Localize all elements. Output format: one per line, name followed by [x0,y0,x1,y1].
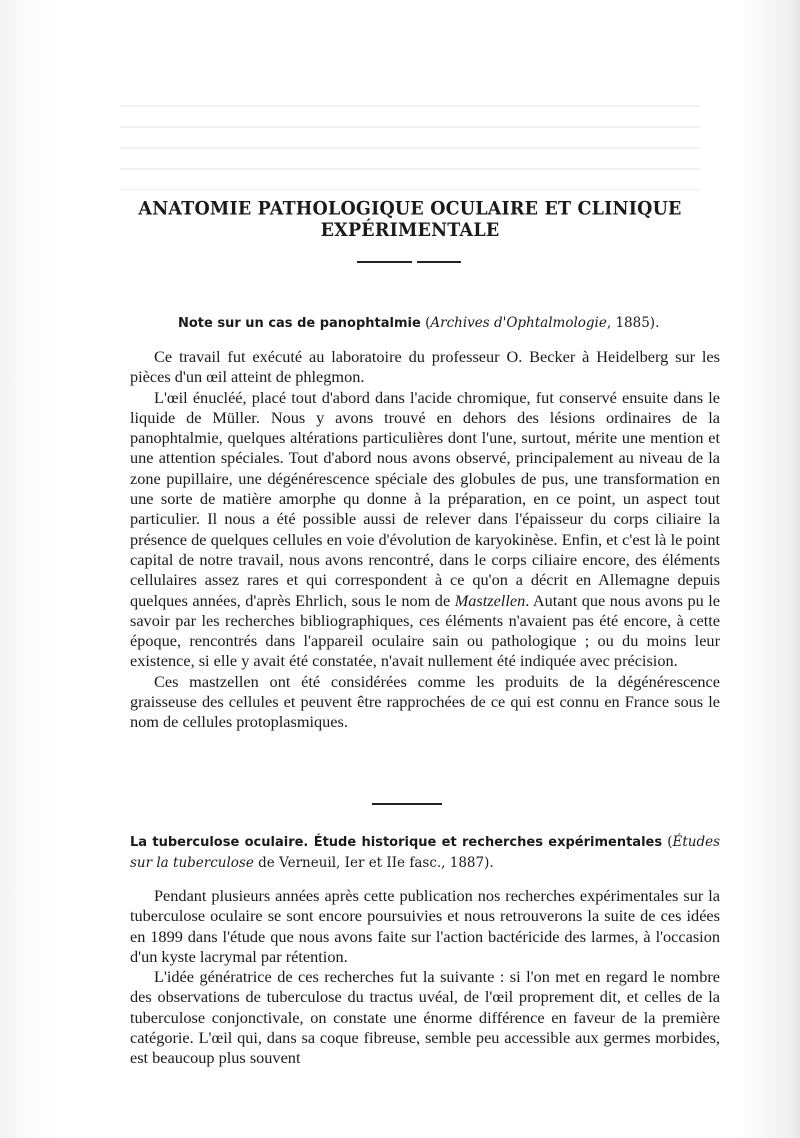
heading-tail: de Verneuil, Ier et IIe fasc., 1887). [253,855,494,871]
heading-source: Études sur la tuberculose [130,834,721,871]
heading-open-paren: ( [662,834,673,850]
paragraph: Pendant plusieurs années après cette publication nos recherches expérimentales sur la tuberculose oculaire se sont encore poursuivies et nous retrouverons la suite de ces idées en 1899 dans l'étude que nous avons faite sur l'action bactéricide des larmes, à l'occasion d'un kyste lacrymal par rétention. [130,886,720,966]
section-divider [372,803,442,805]
term-mastzellen: Mastzellen [454,590,526,610]
paragraph: Ce travail fut exécuté au laboratoire du professeur O. Becker à Heidelberg sur les pièces d'un œil atteint de phlegmon. [130,347,720,387]
section-body-tuberculose [130,886,720,1069]
title-divider [357,261,461,263]
paragraph-text: . Autant que nous avons pu le savoir par les recherches bibliographiques, ces éléments n'avaient pas été encore, à cette époque, rencontrés dans l'appareil oculaire sain ou pathologique ; ou du moins leur existence, si elle y avait été constatée, n'avait nullement été indiquée avec précision. [130,590,720,671]
paragraph [130,388,720,672]
section-heading-title: Note sur un cas de panophtalmie [178,316,421,331]
paragraph: Ces mastzellen ont été considérées comme les produits de la dégénérescence graisseuse des cellules et peuvent être rapprochées de ce qui est connu en France sous le nom de cellules protoplasmiques. [130,671,720,732]
page-title: ANATOMIE PATHOLOGIQUE OCULAIRE ET CLINIQUE EXPÉRIMENTALE [138,198,682,242]
heading-tail: , 1885). [606,315,660,331]
bleed-through-text [120,95,700,190]
section-heading-tuberculose [130,832,720,873]
paragraph: L'idée génératrice de ces recherches fut la suivante : si l'on met en regard le nombre des observations de tuberculose du tractus uvéal, de l'œil proprement dit, et celles de la tuberculose conjonctivale, on constate une énorme différence en faveur de la première catégorie. L'œil qui, dans sa coque fibreuse, semble peu accessible aux germes morbides, est beaucoup plus souvent [130,967,720,1068]
section-heading-panophtalmie [178,313,659,334]
paragraph-text: L'œil énucléé, placé tout d'abord dans l'acide chromique, fut conservé ensuite dans le liquide de Müller. Nous y avons trouvé en dehors des lésions ordinaires de la panophtalmie, quelques altérations particulières dont l'une, surtout, mérite une mention et une attention spéciales. Tout d'abord nous avons observé, principalement au niveau de la zone pupillaire, une dégénérescence spéciale des globules de pus, une transformation en une sorte de matière amorphe qu donne à la préparation, en ce point, un aspect tout particulier. Il nous a été possible aussi de relever dans l'épaisseur du corps ciliaire la présence de quelques cellules en voie d'évolution de karyokinèse. Enfin, et c'est là le point capital de notre travail, nous avons rencontré, dans le corps ciliaire encore, des éléments cellulaires assez rares et qui correspondent à ce qu'on a décrit en Allemagne depuis quelques années, d'après Ehrlich, sous le nom de [130,387,720,610]
section-heading-title: La tuberculose oculaire. Étude historique et recherches expérimentales [130,835,663,850]
heading-open-paren: ( [420,315,431,331]
heading-source: Archives d'Ophtalmologie [430,315,607,331]
section-body-panophtalmie [130,347,720,733]
